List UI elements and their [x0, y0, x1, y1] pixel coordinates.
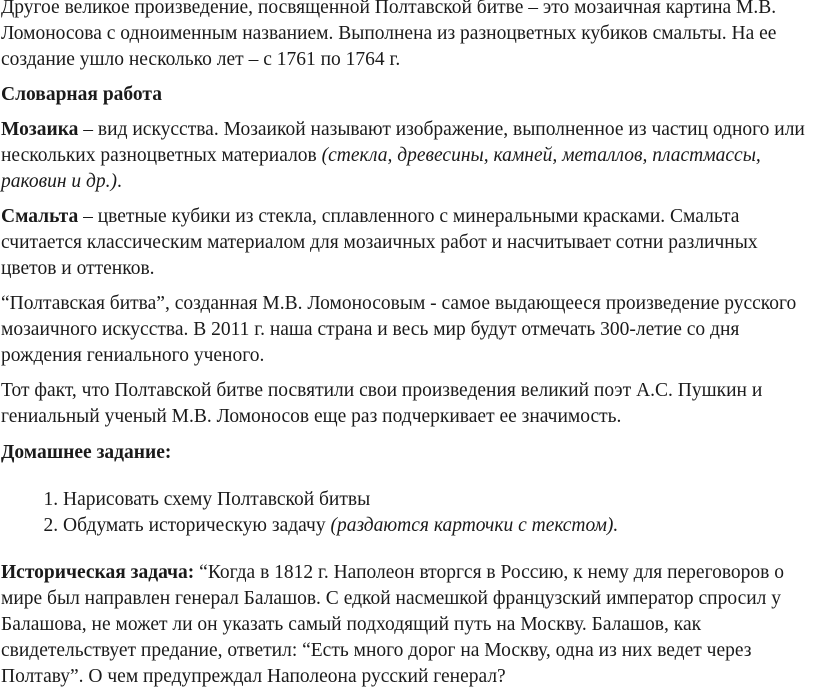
mosaic-definition — [1, 117, 816, 195]
intro-paragraph: Другое великое произведение, посвященной Полтавской битве – это мозаичная картина М.В. Ломоносова с одноименным названием. Выполнена из разноцветных кубиков смальты. На ее создание ушло несколько лет – с 1761 по 1764 г. — [1, 0, 777, 70]
mosaic-end: . — [117, 171, 122, 192]
smalt-term: Смальта — [1, 206, 79, 227]
smalt-definition-text: – цветные кубики из стекла, сплавленного с минеральными красками. Смальта считается классическим материалом для мозаичных работ и насчитывает сотни различных цветов и оттенков. — [1, 206, 758, 279]
homework-item-2-text: Обдумать историческую задачу — [63, 515, 331, 536]
historical-task-text: “Когда в 1812 г. Наполеон вторгся в Россию, к нему для переговоров о мире был направлен генерал Балашов. С едкой насмешкой французский император спросил у Балашова, не может ли он указать самый подходящий путь на Москву. Балашов, как свидетельствует предание, ответил: “Есть много дорог на Москву, одна из них ведет через Полтаву”. О чем предупреждал Наполеона русский генерал? — [1, 562, 784, 687]
historical-task-label: Историческая задача: — [1, 562, 195, 583]
fact-paragraph: Тот факт, что Полтавской битве посвятили свои произведения великий поэт А.С. Пушкин и гениальный ученый М.В. Ломоносов еще раз подчеркивает ее значимость. — [1, 380, 763, 427]
homework-item-2-note: (раздаются карточки с текстом). — [330, 515, 619, 536]
homework-list — [1, 487, 816, 539]
vocabulary-heading: Словарная работа — [1, 84, 162, 105]
homework-item-1-text: Нарисовать схему Полтавской битвы — [63, 489, 371, 510]
mosaic-definition-text: – вид искусства. Мозаикой называют изображение, выполненное из частиц одного или нескольких разноцветных материалов — [1, 119, 805, 166]
homework-item-1 — [63, 487, 816, 513]
homework-item-2 — [63, 513, 816, 539]
smalt-definition — [1, 204, 816, 282]
historical-task — [1, 560, 816, 690]
mosaic-examples: (стекла, древесины, камней, металлов, пластмассы, раковин и др.) — [1, 145, 761, 192]
mosaic-term: Мозаика — [1, 119, 79, 140]
homework-heading: Домашнее задание: — [1, 442, 172, 463]
poltava-paragraph: “Полтавская битва”, созданная М.В. Ломоносовым - самое выдающееся произведение русского мозаичного искусства. В 2011 г. наша страна и весь мир будут отмечать 300-летие со дня рождения гениального ученого. — [1, 293, 797, 366]
